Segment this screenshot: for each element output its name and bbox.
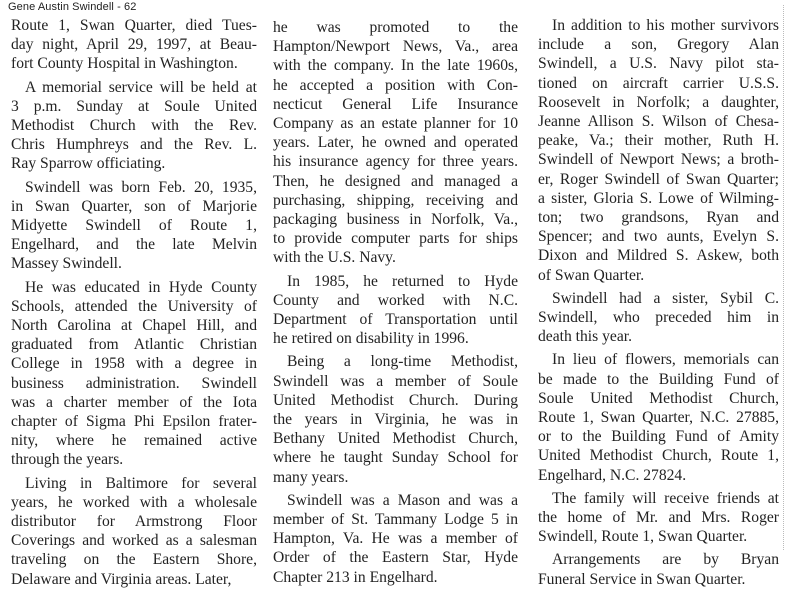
text-line: with the company. In the late 1960s, [273,57,518,75]
text-line: chapter of Sigma Phi Epsilon frater- [11,413,257,431]
text-line: tioned on aircraft carrier U.S.S. [538,74,779,92]
text-line: Living in Baltimore for several [25,474,257,492]
text-line: In 1985, he returned to Hyde [287,272,518,290]
paragraph [11,178,257,274]
text-line: in Swan Quarter, son of Marjorie [11,197,257,215]
text-line: Swindell of Newport News; a broth- [538,151,779,169]
text-line: Swindell, Route 1, Swan Quarter. [538,528,748,546]
text-line: A memorial service will be held at [25,78,257,96]
text-line: er, Roger Swindell of Swan Quarter; [538,170,779,188]
text-line: In lieu of flowers, memorials can [552,351,779,369]
paragraph [273,352,518,486]
text-line: he accepted a position with Con- [273,76,518,94]
text-line: necticut General Life Insurance [273,95,518,113]
text-line: be made to the Building Fund of [538,370,779,388]
text-line: Bethany United Methodist Church, [273,430,518,448]
text-line: peake, Va.; their mother, Ruth H. [538,132,779,150]
paragraph [11,16,257,74]
text-line: fort County Hospital in Washington. [11,55,238,73]
text-line: Chris Humphreys and the Rev. L. [11,136,257,154]
text-line: a sister, Gloria S. Lowe of Wilming- [538,189,779,207]
text-line: Jeanne Allison S. Wilson of Chesa- [538,113,779,131]
text-line: United Methodist Church, Route 1, [538,447,779,465]
text-line: Engelhard, N.C. 27824. [538,466,687,484]
paragraph [11,78,257,174]
text-line: Midyette Swindell of Route 1, [11,217,257,235]
paragraph [538,489,779,547]
text-line: Hampton, Va. He was a member of [273,530,518,548]
text-line: Then, he designed and managed a [273,172,518,190]
text-line: the home of Mr. and Mrs. Roger [538,509,779,527]
text-line: The family will receive friends at [552,489,779,507]
text-line: Arrangements are by Bryan [552,551,779,569]
text-line: Swindell, who preceded him in [538,309,779,327]
paragraph [538,289,779,347]
text-line: the years in Virginia, he was in [273,411,518,429]
text-line: he retired on disability in 1996. [273,330,469,348]
text-line: day night, April 29, 1997, at Beau- [11,36,257,54]
text-line: to provide computer parts for ships [273,230,518,248]
text-line: In addition to his mother survivors [552,17,779,34]
text-line: United Methodist Church. During [273,391,518,409]
text-line: Being a long-time Methodist, [287,353,518,371]
text-line: purchasing, shipping, receiving and [273,191,518,209]
text-line: Coverings and worked as a salesman [11,532,257,550]
text-line: many years. [273,468,349,486]
text-line: He was educated in Hyde County [25,278,257,296]
text-line: traveling on the Eastern Shore, [11,551,257,569]
text-line: Funeral Service in Swan Quarter. [538,570,746,588]
text-line: with the U.S. Navy. [273,249,396,267]
text-line: ton; two grandsons, Ryan and [538,209,779,227]
text-line: Swindell had a sister, Sybil C. [552,289,779,307]
text-line: Route 1, Swan Quarter, died Tues- [11,17,257,34]
paragraph [538,16,779,285]
paragraph [273,272,518,349]
text-line: Hampton/Newport News, Va., area [273,38,518,56]
text-line: Route 1, Swan Quarter, N.C. 27885, [538,409,779,427]
paragraph [538,550,779,588]
text-line: years, he worked with a wholesale [11,493,257,511]
column-1 [11,16,257,589]
text-line: Order of the Eastern Star, Hyde [273,549,518,567]
text-line: Swindell, a U.S. Navy pilot sta- [538,55,779,73]
text-line: College in 1958 with a degree in [11,355,257,373]
text-line: Department of Transportation until [273,311,518,329]
text-line: was a charter member of the Iota [11,393,257,411]
paragraph [273,491,518,587]
text-line: of Swan Quarter. [538,266,645,284]
paragraph [11,474,257,589]
text-line: Soule United Methodist Church, [538,389,779,407]
text-line: Methodist Church with the Rev. [11,117,257,135]
text-line: member of St. Tammany Lodge 5 in [273,511,518,529]
text-line: or to the Building Fund of Amity [538,428,779,446]
column-edge-rule [783,5,784,550]
text-line: include a son, Gregory Alan [538,36,779,54]
text-line: Massey Swindell. [11,255,122,273]
text-line: Swindell was a member of Soule [273,372,518,390]
column-2 [273,18,518,587]
text-line: Company as an estate planner for 10 [273,115,518,133]
text-line: County and worked with N.C. [273,291,518,309]
text-line: death this year. [538,328,632,346]
text-line: Spencer; and two aunts, Evelyn S. [538,228,779,246]
text-line: business administration. Swindell [11,374,257,392]
text-line: nity, where he remained active [11,432,257,450]
text-line: through the years. [11,451,124,469]
text-line: Ray Sparrow officiating. [11,155,166,173]
paragraph [11,278,257,470]
text-line: his insurance agency for three years. [273,153,518,171]
text-line: Swindell was a Mason and was a [287,491,518,509]
text-line: North Carolina at Chapel Hill, and [11,317,257,335]
text-line: packaging business in Norfolk, Va., [273,211,518,229]
text-line: Chapter 213 in Engelhard. [273,568,438,586]
text-line: years. Later, he owned and operated [273,134,518,152]
text-line: Roosevelt in Norfolk; a daughter, [538,93,779,111]
paragraph [273,18,518,268]
text-line: graduated from Atlantic Christian [11,336,257,354]
text-line: Dixon and Mildred S. Askew, both [538,247,779,265]
text-line: where he taught Sunday School for [273,449,518,467]
text-line: Delaware and Virginia areas. Later, [11,570,232,588]
text-line: Engelhard, and the late Melvin [11,236,257,254]
text-line: Schools, attended the University of [11,297,257,315]
column-3 [538,16,779,589]
paragraph [538,350,779,484]
obituary-header: Gene Austin Swindell - 62 [8,1,137,13]
text-line: he was promoted to the [273,19,518,36]
text-line: distributor for Armstrong Floor [11,513,257,531]
text-line: Swindell was born Feb. 20, 1935, [25,178,257,196]
text-line: 3 p.m. Sunday at Soule United [11,97,257,115]
